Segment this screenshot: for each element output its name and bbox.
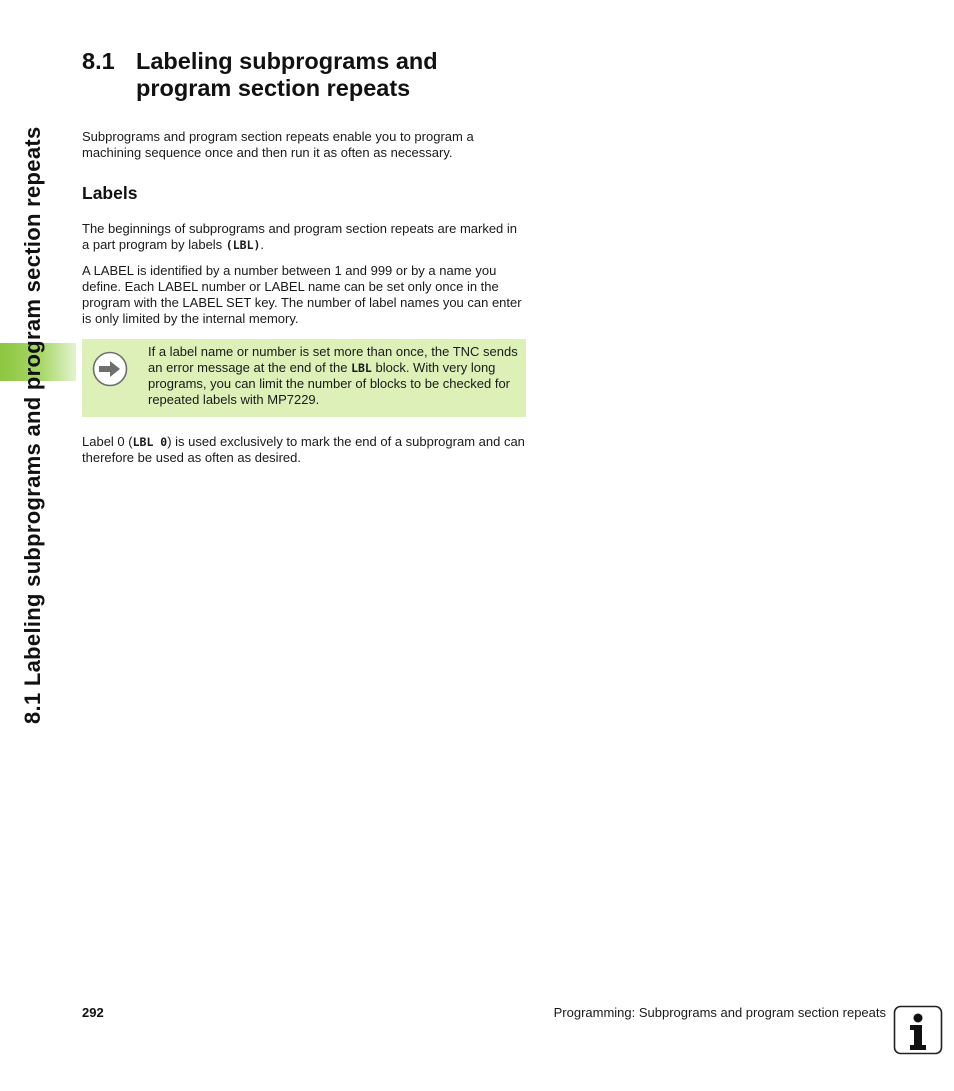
- lbl-code: (LBL): [225, 238, 261, 252]
- note-text-end: block. With very long programs, you can limit the number of blocks to be checked for repeated labels with MP7229.: [148, 360, 511, 407]
- labels-paragraph-1: [82, 221, 526, 253]
- arrow-right-icon: [92, 351, 128, 387]
- labels-paragraph-3: [82, 434, 526, 466]
- lbl0-code: LBL 0: [132, 435, 168, 449]
- labels-p3-end: ) is used exclusively to mark the end of a subprogram and can therefore be used as often as desired.: [82, 434, 525, 465]
- intro-paragraph: Subprograms and program section repeats enable you to program a machining sequence once and then run it as often as necessary.: [82, 129, 474, 160]
- note-lbl-code: LBL: [351, 361, 372, 375]
- info-icon: [893, 1005, 943, 1055]
- side-chapter-title: 8.1 Labeling subprograms and program section repeats: [20, 126, 45, 724]
- section-title-line1: Labeling subprograms and: [136, 48, 438, 74]
- note-box: [82, 339, 526, 417]
- footer-chapter-title: Programming: Subprograms and program section repeats: [553, 1005, 886, 1020]
- labels-subheading: Labels: [82, 183, 138, 203]
- section-title-line2: program section repeats: [136, 75, 411, 101]
- page-number: 292: [82, 1005, 104, 1020]
- note-text: [148, 344, 518, 408]
- note-text-start: If a label name or number is set more than once, the TNC sends an error message at the end of the: [148, 344, 518, 375]
- section-number: 8.1: [82, 48, 115, 74]
- section-heading: [82, 48, 542, 102]
- labels-p1-end: .: [260, 237, 265, 252]
- labels-paragraph-2: A LABEL is identified by a number between 1 and 999 or by a name you define. Each LABEL number or LABEL name can be set only once in the program with the LABEL SET key. The number of label names you can enter is only limited by the internal memory.: [82, 263, 522, 326]
- labels-p3-start: Label 0 (: [82, 434, 133, 449]
- labels-p1-text: The beginnings of subprograms and program section repeats are marked in a part program by labels: [82, 221, 518, 252]
